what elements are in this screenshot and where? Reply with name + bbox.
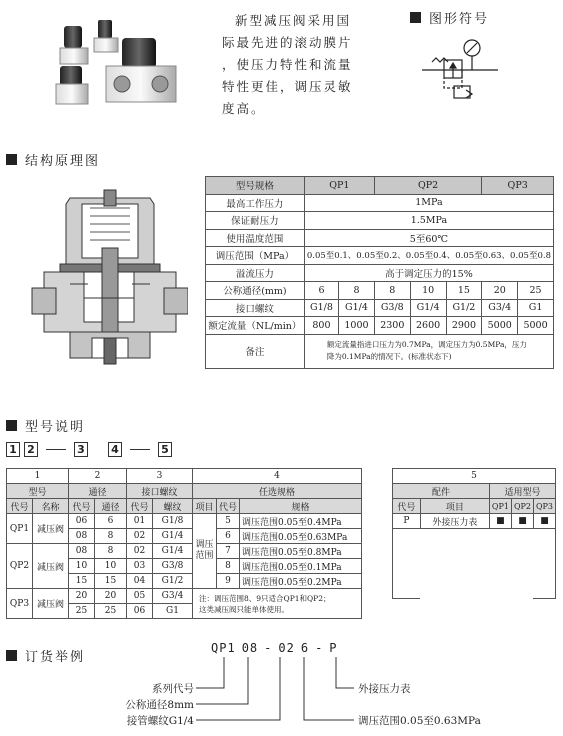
spec-header-cell: QP2 [374,177,481,195]
intro-line: 特性更佳，调压灵敏 [222,79,353,94]
spec-label: 溢流压力 [206,264,305,282]
intro-line: ，使压力特性和流量 [222,57,353,72]
model-name: 减压阀 [33,589,69,619]
option-spec: 调压范围0.05至0.4MPa [240,514,362,529]
spec-label: 额定流量（NL/min） [206,317,305,335]
spec-header-cell: QP3 [482,177,554,195]
option-item: 调压范围 [193,514,217,589]
bore-cell: G1 [153,604,193,619]
sub-head: 规格 [240,499,362,514]
option-code: 6 [217,529,240,544]
bore-cell: 25 [69,604,95,619]
spec-value: 20 [482,282,518,300]
sub-head: 代号 [69,499,95,514]
model-code: QP2 [7,544,33,589]
bore-cell: G3/4 [153,589,193,604]
order-label-right-2 [358,713,481,728]
model-name: 减压阀 [33,544,69,589]
spec-value: 800 [304,317,338,335]
bore-cell: G1/8 [153,514,193,529]
code-part-option: 6 [300,641,310,655]
bore-cell: 02 [127,529,153,544]
bore-cell: 10 [95,559,127,574]
acc-head: QP3 [533,499,555,514]
bore-cell: 01 [127,514,153,529]
spec-label: 公称通径(mm) [206,282,305,300]
bore-cell: G3/8 [153,559,193,574]
spec-note-line: 降为0.1MPa的情况下。(标准状态下) [326,352,452,361]
col-number: 4 [193,469,362,484]
spec-value: G1 [518,299,554,317]
bore-cell: 25 [95,604,127,619]
col-title: 任选规格 [193,484,362,499]
spec-header-cell: QP1 [304,177,374,195]
option-code: 8 [217,559,240,574]
code-part-bore: 08 [241,641,259,655]
order-label: 接管螺纹G1/4 [126,715,194,727]
spec-value: G3/8 [374,299,410,317]
bore-cell: 08 [69,544,95,559]
code-box: 2 [24,442,38,457]
bore-cell: 06 [127,604,153,619]
option-code: 7 [217,544,240,559]
spec-label: 接口螺纹 [206,299,305,317]
order-label: 系列代号 [152,683,194,695]
spec-label: 最高工作压力 [206,194,305,212]
spec-value: 1MPa [304,194,553,212]
col-number: 1 [7,469,69,484]
spec-value: 10 [410,282,446,300]
acc-mark: ■ [511,514,533,529]
bore-cell: G1/4 [153,544,193,559]
col-title: 型号 [7,484,69,499]
spec-note-line: 额定流量指进口压力为0.7MPa，调定压力为0.5MPa，压力 [326,340,527,349]
spec-value: 2600 [410,317,446,335]
bore-cell: 15 [69,574,95,589]
intro-line: 新型减压阀采用国 [235,13,352,28]
structure-title: 结构原理图 [25,154,101,169]
bore-cell: 05 [127,589,153,604]
spec-value: 5000 [518,317,554,335]
symbol-title: 图形符号 [429,12,490,27]
acc-head: QP1 [489,499,511,514]
bore-cell: 04 [127,574,153,589]
order-labels-left [118,681,194,729]
acc-cell: 外接压力表 [420,514,489,529]
bore-cell: 6 [95,514,127,529]
spec-label: 备注 [206,334,305,368]
spec-value: 15 [446,282,482,300]
spec-label: 调压范围（MPa） [206,247,305,265]
col-title: 通径 [69,484,127,499]
spec-value: G1/8 [304,299,338,317]
sub-head: 螺纹 [153,499,193,514]
spec-label: 保证耐压力 [206,212,305,230]
bore-cell: 15 [95,574,127,589]
code-part-dash: - [315,641,324,655]
bore-cell: 08 [69,529,95,544]
bore-cell: 20 [69,589,95,604]
order-label: 外接压力表 [358,683,411,695]
option-note-line: 这类减压阀只能单体使用。 [199,604,289,614]
spec-label: 使用温度范围 [206,229,305,247]
spec-value: G1/2 [446,299,482,317]
sub-head: 项目 [193,499,217,514]
spec-value: 8 [374,282,410,300]
code-part-series: QP1 [211,641,236,655]
acc-title: 配件 [393,484,490,499]
col-number: 5 [393,469,556,484]
acc-head: 项目 [420,499,489,514]
sub-head: 名称 [33,499,69,514]
code-box: 4 [108,442,122,457]
intro-line: 度高。 [222,101,266,116]
spec-value: 1000 [339,317,375,335]
spec-value: 25 [518,282,554,300]
acc-cell: P [393,514,421,529]
col-title: 接口螺纹 [127,484,193,499]
option-spec: 调压范围0.05至0.63MPa [240,529,362,544]
option-spec: 调压范围0.05至0.2MPa [240,574,362,589]
option-spec: 调压范围0.05至0.1MPa [240,559,362,574]
bore-cell: 8 [95,544,127,559]
acc-mark: ■ [489,514,511,529]
bore-cell: G1/4 [153,529,193,544]
bore-cell: 03 [127,559,153,574]
code-box: 3 [74,442,88,457]
sub-head: 代号 [127,499,153,514]
spec-header-cell: 型号规格 [206,177,305,195]
model-name: 减压阀 [33,514,69,544]
sub-head: 通径 [95,499,127,514]
acc-head: 代号 [393,499,421,514]
col-number: 2 [69,469,127,484]
sub-head: 代号 [217,499,240,514]
spec-value: 5至60℃ [304,229,553,247]
spec-value: G1/4 [339,299,375,317]
spec-value: 8 [339,282,375,300]
model-title: 型号说明 [25,420,86,435]
order-title: 订货举例 [25,650,86,665]
spec-value: 1.5MPa [304,212,553,230]
code-part-dash: - [264,641,273,655]
option-code: 9 [217,574,240,589]
spec-value: 0.05至0.1、0.05至0.2、0.05至0.4、0.05至0.63、0.05至0.8 [304,247,553,265]
acc-mark: ■ [533,514,555,529]
spec-value: G1/4 [410,299,446,317]
bore-cell: 02 [127,544,153,559]
order-label: 公称通径8mm [125,699,194,711]
spec-value: 6 [304,282,338,300]
intro-line: 际最先进的滚动膜片 [222,35,353,50]
code-part-port: 02 [278,641,295,655]
code-box: 5 [158,442,172,457]
order-label-right-1 [358,681,411,696]
spec-value: 高于调定压力的15% [304,264,553,282]
sub-head: 代号 [7,499,33,514]
spec-value: 2300 [374,317,410,335]
option-note-line: 注：调压范围8、9只适合QP1和QP2； [199,593,331,603]
bore-cell: 10 [69,559,95,574]
model-code: QP1 [7,514,33,544]
acc-head: QP2 [511,499,533,514]
code-box: 1 [6,442,20,457]
order-label: 调压范围0.05至0.63MPa [358,715,481,727]
code-part-accessory: P [329,641,338,655]
spec-value: 5000 [482,317,518,335]
acc-applicable: 适用型号 [489,484,555,499]
option-spec: 调压范围0.05至0.8MPa [240,544,362,559]
model-code: QP3 [7,589,33,619]
col-number: 3 [127,469,193,484]
spec-value: 2900 [446,317,482,335]
bore-cell: 20 [95,589,127,604]
spec-value: G3/4 [482,299,518,317]
bore-cell: 8 [95,529,127,544]
option-code: 5 [217,514,240,529]
bore-cell: 06 [69,514,95,529]
bore-cell: G1/2 [153,574,193,589]
